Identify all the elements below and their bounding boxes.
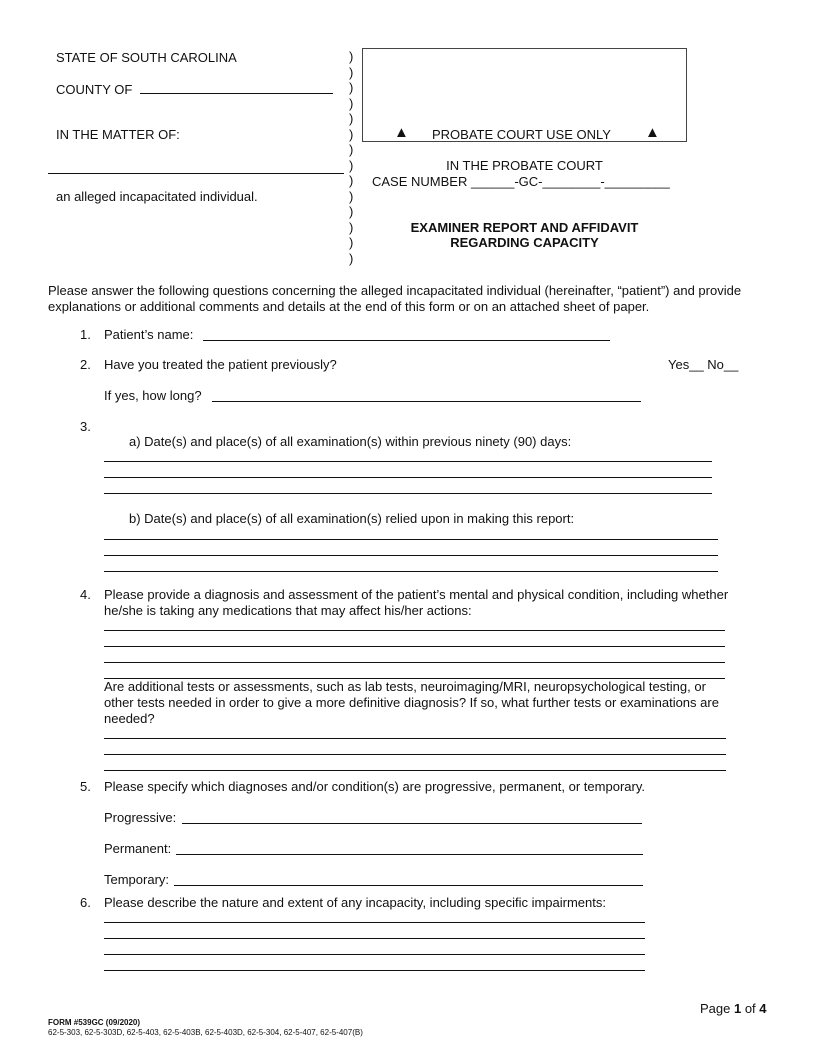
q4-line[interactable] xyxy=(104,630,725,631)
q2-number: 2. xyxy=(80,357,91,372)
q3b-label: b) Date(s) and place(s) of all examination(s) relied upon in making this report: xyxy=(129,511,575,526)
progressive-field[interactable] xyxy=(182,823,642,824)
q6-label: Please describe the nature and extent of any incapacity, including specific impairments: xyxy=(104,895,606,910)
page-number: 1 xyxy=(733,1001,742,1016)
q4-number: 4. xyxy=(80,587,91,602)
q5-label: Please specify which diagnoses and/or condition(s) are progressive, permanent, or temporary. xyxy=(104,779,645,794)
q6-line[interactable] xyxy=(104,954,645,955)
q2-howlong-label: If yes, how long? xyxy=(104,388,202,403)
state-label: STATE OF SOUTH CAROLINA xyxy=(56,50,237,65)
patient-name-field[interactable] xyxy=(203,340,610,341)
q5-number: 5. xyxy=(80,779,91,794)
q4-tests-line[interactable] xyxy=(104,754,726,755)
q4-line[interactable] xyxy=(104,662,725,663)
q1-number: 1. xyxy=(80,327,91,342)
q3a-line[interactable] xyxy=(104,461,712,462)
q6-line[interactable] xyxy=(104,938,645,939)
paren-column: ) ) ) ) ) ) ) ) ) ) ) ) ) ) xyxy=(349,49,354,266)
q4-tests-line[interactable] xyxy=(104,770,726,771)
q6-number: 6. xyxy=(80,895,91,910)
q3b-line[interactable] xyxy=(104,539,718,540)
county-label-text: COUNTY OF xyxy=(56,82,133,97)
triangle-up-icon-right: ▲ xyxy=(645,124,660,141)
page-total: 4 xyxy=(759,1001,767,1016)
q4-tests-label: Are additional tests or assessments, such as lab tests, neuroimaging/MRI, neuropsychological testing, or other tests needed in order to give a more definitive diagnosis? If so, what further tests or examinations are needed? xyxy=(104,679,719,726)
matter-label: IN THE MATTER OF: xyxy=(56,127,180,142)
intro-paragraph: Please answer the following questions concerning the alleged incapacitated individual (hereinafter, “patient”) and provide explanations or additional comments and details at the end of this form or on an attached sheet of paper. xyxy=(48,283,742,314)
q1-label: Patient’s name: xyxy=(104,327,194,342)
county-field[interactable] xyxy=(140,81,333,94)
court-name: IN THE PROBATE COURT xyxy=(446,158,603,173)
permanent-label: Permanent: xyxy=(104,841,172,856)
matter-name-line[interactable] xyxy=(48,173,344,174)
page-prefix: Page xyxy=(700,1001,734,1016)
progressive-label: Progressive: xyxy=(104,810,177,825)
q6-line[interactable] xyxy=(104,922,645,923)
alleged-label: an alleged incapacitated individual. xyxy=(56,189,258,204)
q3a-label: a) Date(s) and place(s) of all examination(s) within previous ninety (90) days: xyxy=(129,434,572,449)
q4-line[interactable] xyxy=(104,646,725,647)
q3b-line[interactable] xyxy=(104,571,718,572)
q3a-line[interactable] xyxy=(104,493,712,494)
triangle-up-icon: ▲ xyxy=(394,124,409,141)
q4-tests-line[interactable] xyxy=(104,738,726,739)
q3-number: 3. xyxy=(80,419,91,434)
q6-line[interactable] xyxy=(104,970,645,971)
permanent-field[interactable] xyxy=(176,854,643,855)
county-label xyxy=(56,81,333,97)
page-indicator xyxy=(700,1001,767,1016)
form-title-line1: EXAMINER REPORT AND AFFIDAVIT xyxy=(410,220,639,235)
q3a-line[interactable] xyxy=(104,477,712,478)
q3b-line[interactable] xyxy=(104,555,718,556)
q2-label: Have you treated the patient previously? xyxy=(104,357,337,372)
temporary-label: Temporary: xyxy=(104,872,170,887)
form-id: FORM #539GC (09/2020) xyxy=(48,1018,141,1027)
court-use-label: PROBATE COURT USE ONLY xyxy=(432,127,611,142)
case-number: CASE NUMBER ______-GC-________-_________ xyxy=(372,174,670,189)
q4-label: Please provide a diagnosis and assessment of the patient’s mental and physical condition, including whether he/she is taking any medications that may affect his/her actions: xyxy=(104,587,729,618)
form-title-line2: REGARDING CAPACITY xyxy=(450,235,599,250)
temporary-field[interactable] xyxy=(174,885,643,886)
howlong-field[interactable] xyxy=(212,401,641,402)
q2-yes-no[interactable]: Yes__ No__ xyxy=(668,357,739,372)
page-of: of xyxy=(741,1001,760,1016)
statutes: 62-5-303, 62-5-303D, 62-5-403, 62-5-403B, 62-5-403D, 62-5-304, 62-5-407, 62-5-407(B) xyxy=(48,1028,363,1037)
